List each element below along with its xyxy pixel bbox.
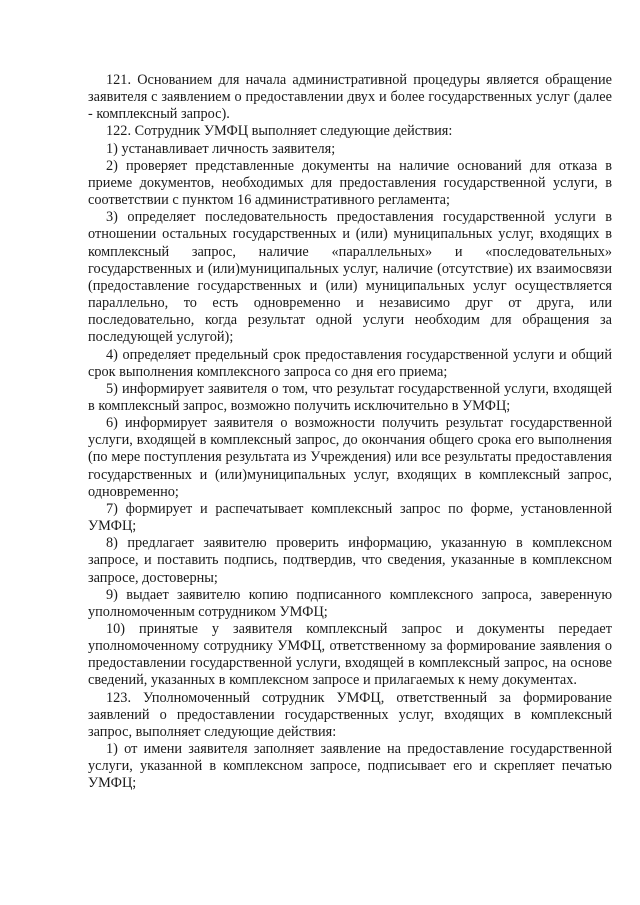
list-item-122-5: 5) информирует заявителя о том, что результат государственной услуги, входящей в комплексный запрос, возможно получить исключительно в УМФЦ; xyxy=(88,380,612,414)
list-item-123-1: 1) от имени заявителя заполняет заявление на предоставление государственной услуги, указанной в комплексном запросе, подписывает его и скрепляет печатью УМФЦ; xyxy=(88,741,612,792)
paragraph-122: 122. Сотрудник УМФЦ выполняет следующие действия: xyxy=(106,123,453,140)
list-item-122-6: 6) информирует заявителя о возможности получить результат государственной услуги, входящей в комплексный запрос, до окончания общего срока его выполнения (по мере поступления результата из Учреждения) или все результаты предоставления государственных и (или)муниципальных услуг, входящих в комплексный запрос, одновременно; xyxy=(88,415,612,500)
list-item-122-7: 7) формирует и распечатывает комплексный запрос по форме, установленной УМФЦ; xyxy=(88,500,612,535)
paragraph-123: 123. Уполномоченный сотрудник УМФЦ, ответственный за формирование заявлений о предоставлении государственных услуг, входящих в комплексный запрос, выполняет следующие действия: xyxy=(88,689,612,740)
list-item-122-2: 2) проверяет представленные документы на наличие оснований для отказа в приеме документов, необходимых для предоставления государственной услуги, в соответствии с пунктом 16 административного регламента; xyxy=(88,157,612,209)
list-item-122-10: 10) принятые у заявителя комплексный запрос и документы передает уполномоченному сотруднику УМФЦ, ответственному за формирование заявления о предоставлении государственной услуги, входящей в комплексный запрос, на основе сведений, указанных в комплексном запросе и прилагаемых к нему документах. xyxy=(88,621,612,689)
paragraph-121: 121. Основанием для начала административной процедуры является обращение заявителя с заявлением о предоставлении двух и более государственных услуг (далее - комплексный запрос). xyxy=(88,72,612,123)
list-item-122-8: 8) предлагает заявителю проверить информацию, указанную в комплексном запросе, и поставить подпись, подтвердив, что сведения, указанные в комплексном запросе, достоверны; xyxy=(88,535,612,586)
list-item-122-4: 4) определяет предельный срок предоставления государственной услуги и общий срок выполнения комплексного запроса со дня его приема; xyxy=(88,346,612,380)
list-item-122-3: 3) определяет последовательность предоставления государственной услуги в отношении остальных государственных и (или) муниципальных услуг, входящих в комплексный запрос, наличие «параллельных» и «последовательных» государственных и (или)муниципальных услуг, наличие (отсутствие) их взаимосвязи (предоставление государственных и (или) муниципальных услуг осуществляется параллельно, то есть одновременно и независимо друг от друга, или последовательно, когда результат одной услуги необходим для обращения за последующей услугой); xyxy=(88,209,612,346)
document-page xyxy=(88,72,612,793)
list-item-122-1: 1) устанавливает личность заявителя; xyxy=(106,140,336,157)
list-item-122-9: 9) выдает заявителю копию подписанного комплексного запроса, заверенную уполномоченным сотрудником УМФЦ; xyxy=(88,586,612,620)
